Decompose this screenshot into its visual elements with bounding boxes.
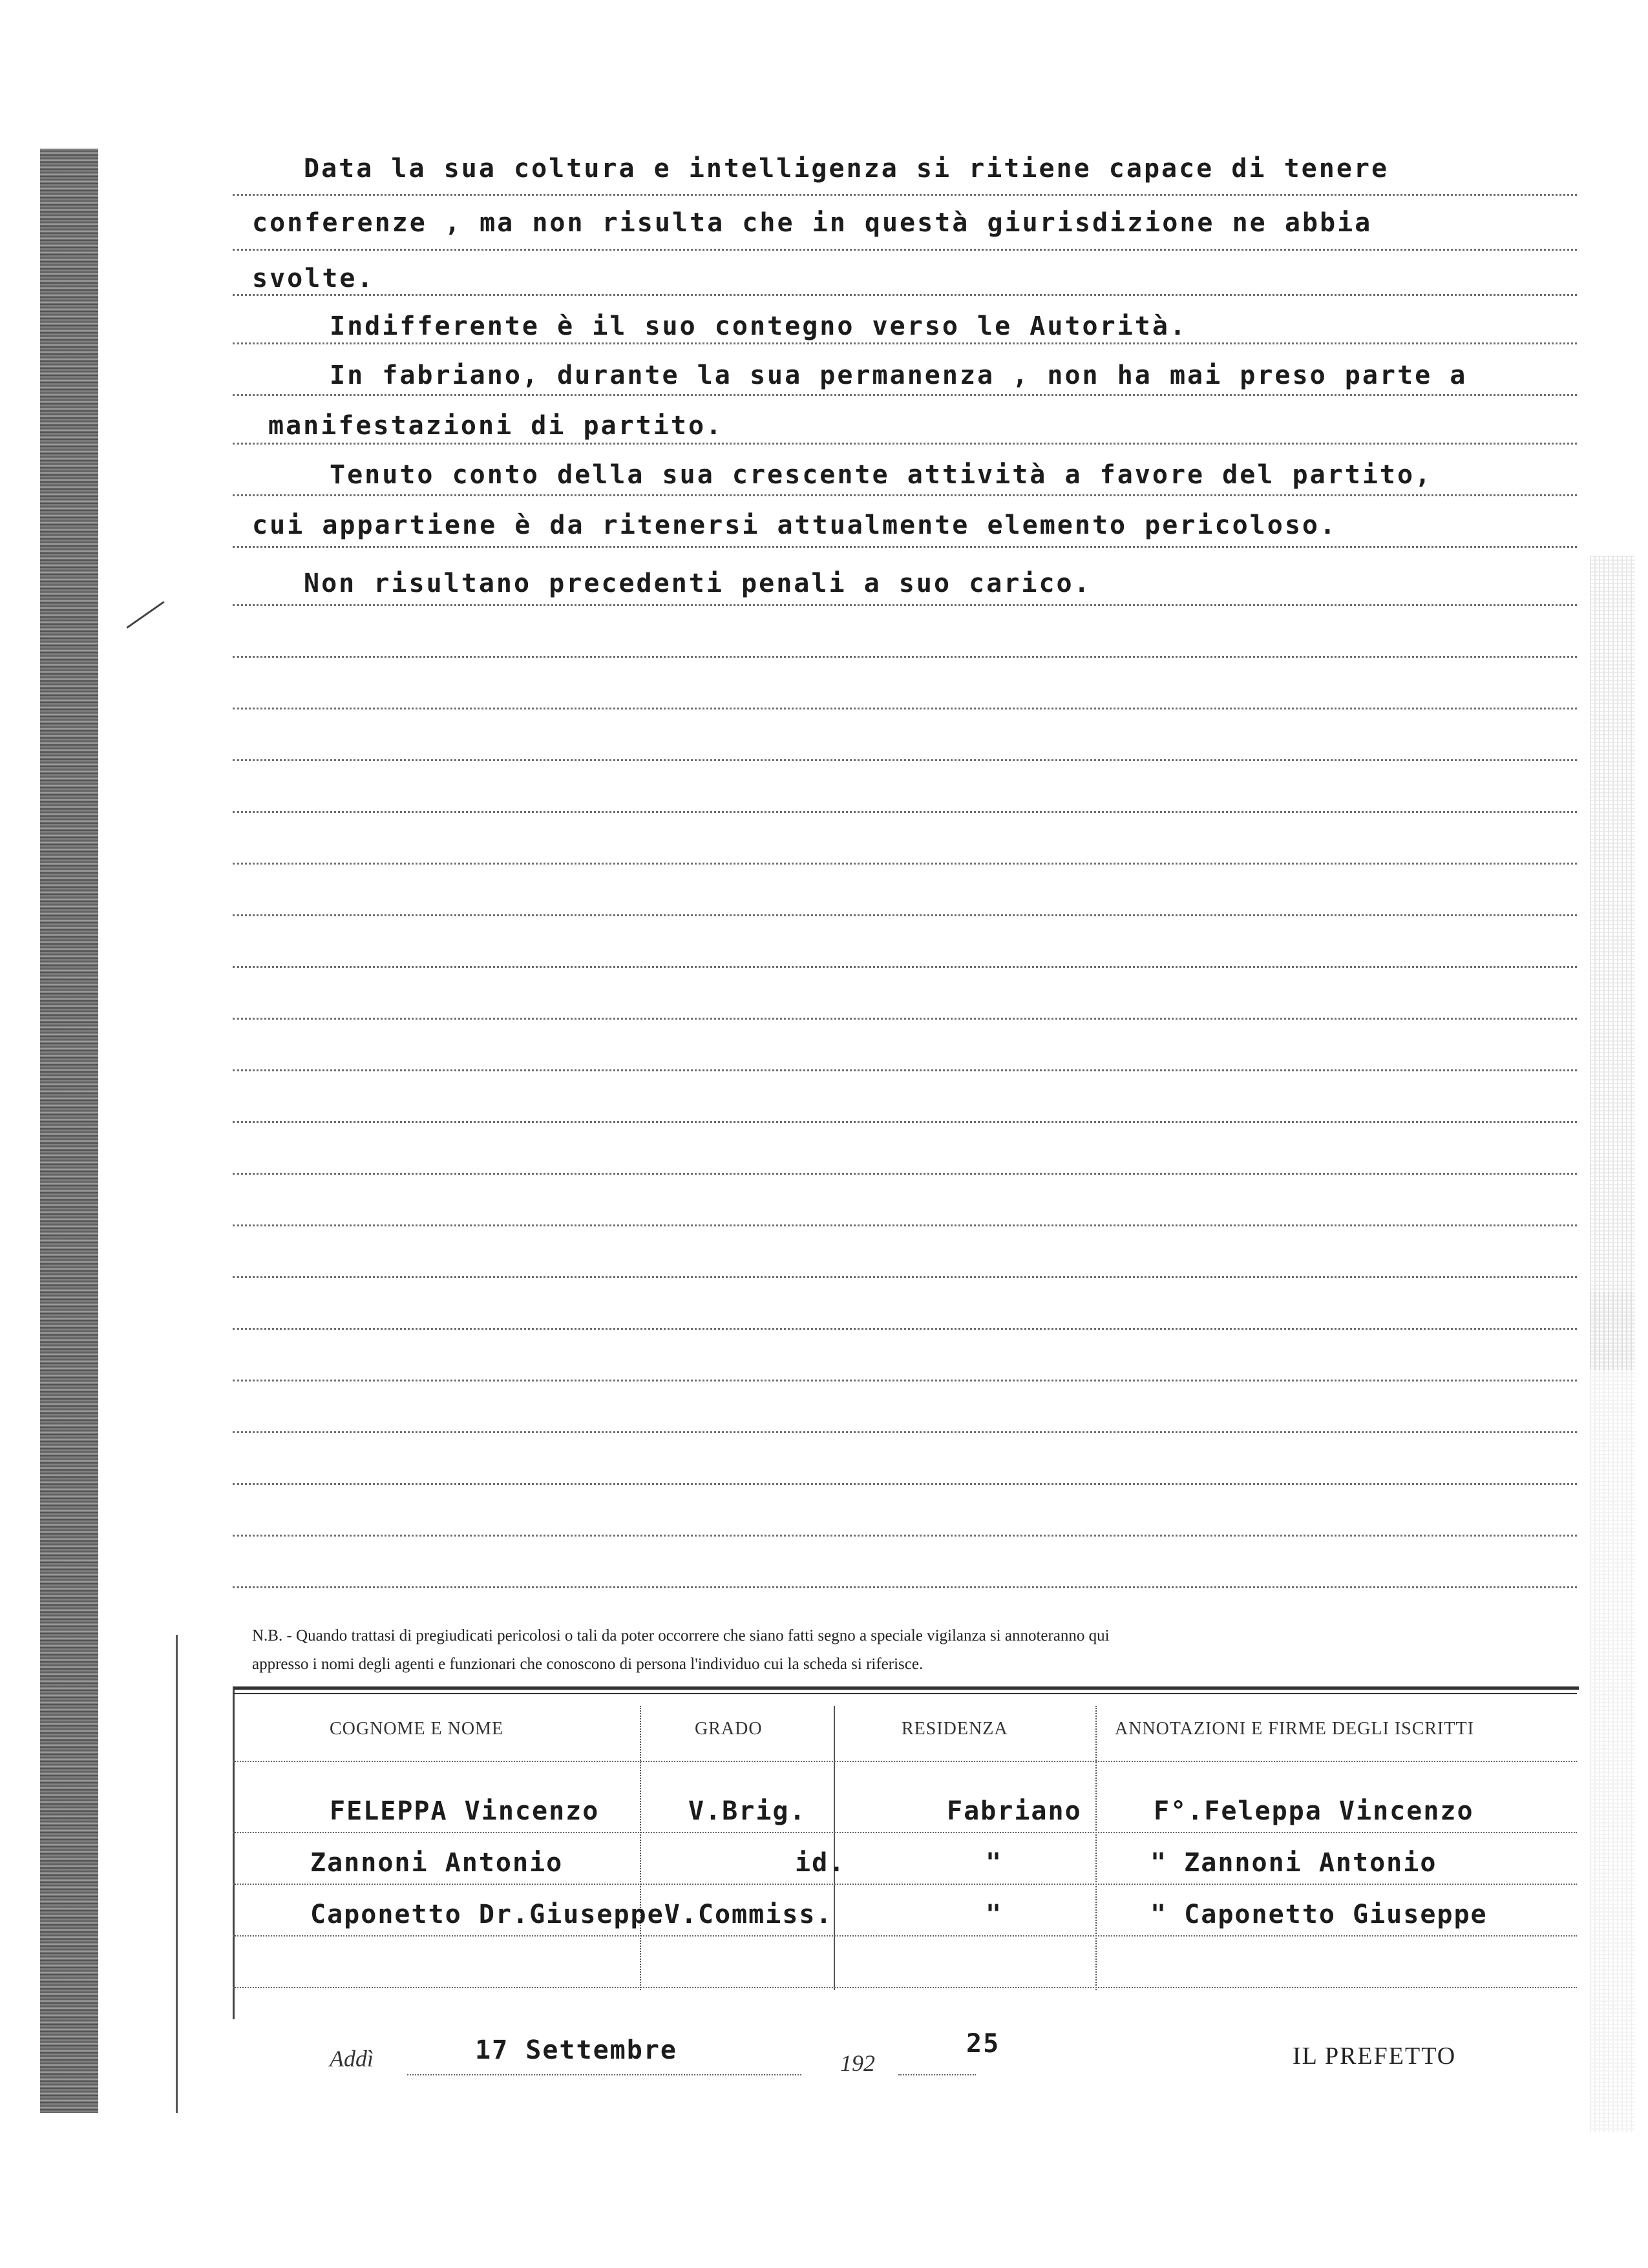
scan-noise-right <box>1590 556 1635 1370</box>
body-line-3: svolte. <box>252 264 375 293</box>
col-divider <box>1095 1706 1097 1990</box>
header-grade: GRADO <box>695 1719 763 1739</box>
body-line-7: Tenuto conto della sua crescente attività a favore del partito, <box>330 460 1433 490</box>
row-1-grade: V.Brig. <box>688 1796 807 1826</box>
addi-label: Addì <box>330 2046 374 2072</box>
body-line-2: conferenze , ma non risulta che in questà giurisdizione ne abbia <box>252 208 1373 238</box>
row-2-grade: id. <box>795 1848 846 1878</box>
row-2-residence: " <box>986 1848 1003 1878</box>
row-rule <box>233 1935 1577 1937</box>
row-rule <box>233 1987 1577 1988</box>
row-1-name: FELEPPA Vincenzo <box>330 1796 600 1826</box>
row-1-note: F°.Feleppa Vincenzo <box>1154 1796 1474 1826</box>
body-line-6: manifestazioni di partito. <box>268 411 724 441</box>
scan-edge-line <box>176 1635 178 2113</box>
body-line-8: cui appartiene è da ritenersi attualmente elemento pericoloso. <box>252 510 1338 540</box>
nb-line-2: appresso i nomi degli agenti e funzionari che conoscono di persona l'individuo cui la scheda si riferisce. <box>252 1655 924 1673</box>
date-rule <box>407 2074 801 2075</box>
scan-noise-right-lower <box>1590 1292 1635 2132</box>
nb-line-1: N.B. - Quando trattasi di pregiudicati pericolosi o tali da poter occorrere che siano fatti segno a speciale vigilanza si annoteranno qui <box>252 1627 1110 1644</box>
body-line-9: Non risultano precedenti penali a suo carico. <box>304 569 1092 598</box>
table-top-rule <box>233 1693 1577 1694</box>
body-line-1: Data la sua coltura e intelligenza si ritiene capace di tenere <box>304 154 1389 184</box>
year-prefix: 192 <box>840 2050 875 2076</box>
body-line-5: In fabriano, durante la sua permanenza , non ha mai preso parte a <box>330 361 1468 390</box>
signatory-label: IL PREFETTO <box>1293 2042 1457 2070</box>
header-name: COGNOME E NOME <box>330 1719 504 1739</box>
row-rule <box>233 1832 1577 1833</box>
row-2-name: Zannoni Antonio <box>310 1848 564 1878</box>
year-suffix: 25 <box>966 2029 1000 2059</box>
row-3-residence: " <box>986 1900 1003 1929</box>
stray-mark <box>126 601 164 629</box>
row-rule <box>233 1761 1577 1762</box>
header-notes: ANNOTAZIONI E FIRME DEGLI ISCRITTI <box>1115 1719 1474 1739</box>
row-3-note: " Caponetto Giuseppe <box>1150 1900 1488 1929</box>
nb-note <box>252 1622 1583 1679</box>
header-residence: RESIDENZA <box>902 1719 1008 1739</box>
row-3-name: Caponetto Dr.GiuseppeV.Commiss. <box>310 1900 833 1929</box>
row-1-residence: Fabriano <box>947 1796 1082 1826</box>
col-divider <box>640 1706 641 1990</box>
year-rule <box>898 2074 976 2075</box>
scan-edge-strip <box>40 149 98 2113</box>
date-value: 17 Settembre <box>475 2035 677 2065</box>
body-line-4: Indifferente è il suo contegno verso le Autorità. <box>330 311 1188 341</box>
row-rule <box>233 1884 1577 1885</box>
row-2-note: " Zannoni Antonio <box>1150 1848 1437 1878</box>
